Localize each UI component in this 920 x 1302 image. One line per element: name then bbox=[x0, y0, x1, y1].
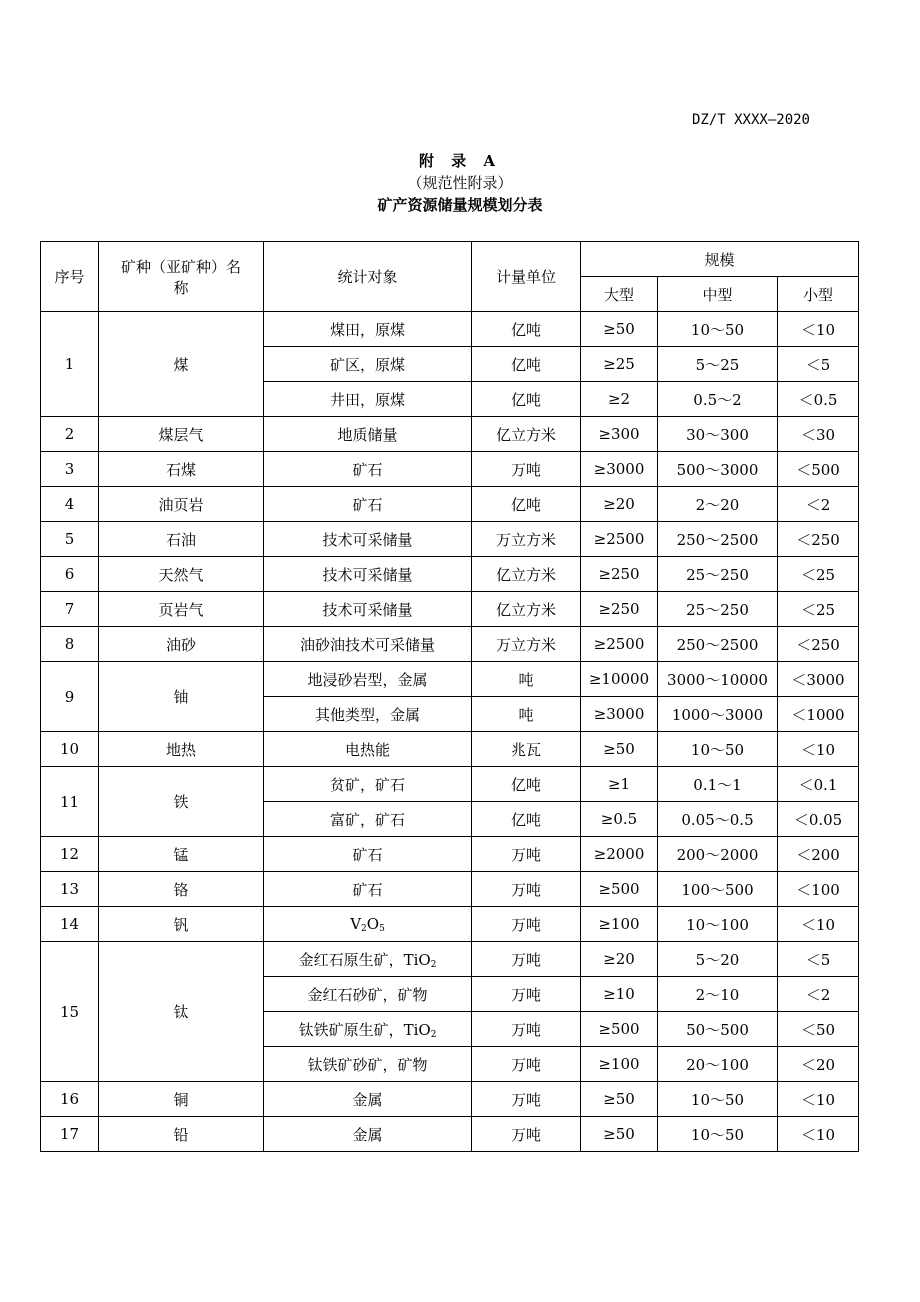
cell-small: ＜250 bbox=[778, 627, 859, 662]
cell-large: ≥10000 bbox=[581, 662, 658, 697]
table-row bbox=[41, 662, 859, 697]
cell-medium: 10～100 bbox=[658, 907, 778, 942]
cell-large: ≥300 bbox=[581, 417, 658, 452]
cell-object-text: 矿石 bbox=[352, 880, 383, 899]
cell-mineral: 天然气 bbox=[99, 557, 264, 592]
cell-small: ＜0.5 bbox=[778, 382, 859, 417]
cell-seq: 6 bbox=[41, 557, 99, 592]
cell-large: ≥25 bbox=[581, 347, 658, 382]
cell-unit: 兆瓦 bbox=[472, 732, 581, 767]
header-small: 小型 bbox=[778, 277, 859, 312]
cell-seq: 11 bbox=[41, 767, 99, 837]
cell-unit: 万吨 bbox=[472, 977, 581, 1012]
cell-medium: 2～20 bbox=[658, 487, 778, 522]
cell-large: ≥2 bbox=[581, 382, 658, 417]
cell-small: ＜500 bbox=[778, 452, 859, 487]
cell-object bbox=[264, 452, 472, 487]
cell-unit: 吨 bbox=[472, 697, 581, 732]
cell-unit: 吨 bbox=[472, 662, 581, 697]
reserve-scale-table bbox=[40, 241, 859, 1152]
cell-small: ＜20 bbox=[778, 1047, 859, 1082]
header-seq: 序号 bbox=[41, 242, 99, 312]
cell-large: ≥250 bbox=[581, 557, 658, 592]
cell-object-text: 其他类型，金属 bbox=[314, 705, 420, 724]
header-large: 大型 bbox=[581, 277, 658, 312]
header-object: 统计对象 bbox=[264, 242, 472, 312]
cell-medium: 0.1～1 bbox=[658, 767, 778, 802]
cell-medium: 10～50 bbox=[658, 732, 778, 767]
cell-unit: 亿吨 bbox=[472, 382, 581, 417]
cell-object-text: 钛铁矿原生矿，TiO bbox=[298, 1020, 431, 1039]
cell-small: ＜30 bbox=[778, 417, 859, 452]
cell-mineral: 页岩气 bbox=[99, 592, 264, 627]
cell-seq: 14 bbox=[41, 907, 99, 942]
cell-object bbox=[264, 942, 472, 977]
cell-seq: 8 bbox=[41, 627, 99, 662]
table-row bbox=[41, 1082, 859, 1117]
cell-object-text: 煤田，原煤 bbox=[329, 320, 405, 339]
table-row bbox=[41, 312, 859, 347]
cell-object bbox=[264, 1047, 472, 1082]
cell-mineral: 煤 bbox=[99, 312, 264, 417]
cell-large: ≥20 bbox=[581, 942, 658, 977]
cell-small: ＜10 bbox=[778, 1117, 859, 1152]
header-medium: 中型 bbox=[658, 277, 778, 312]
table-row bbox=[41, 942, 859, 977]
document-code: DZ/T XXXX—2020 bbox=[691, 112, 810, 128]
cell-unit: 亿立方米 bbox=[472, 592, 581, 627]
cell-object bbox=[264, 382, 472, 417]
table-row bbox=[41, 417, 859, 452]
cell-medium: 10～50 bbox=[658, 1082, 778, 1117]
cell-medium: 200～2000 bbox=[658, 837, 778, 872]
cell-unit: 万吨 bbox=[472, 452, 581, 487]
cell-object bbox=[264, 802, 472, 837]
cell-object bbox=[264, 522, 472, 557]
cell-seq: 3 bbox=[41, 452, 99, 487]
table-row bbox=[41, 522, 859, 557]
cell-unit: 亿立方米 bbox=[472, 557, 581, 592]
cell-medium: 1000～3000 bbox=[658, 697, 778, 732]
cell-large: ≥2500 bbox=[581, 522, 658, 557]
cell-unit: 万吨 bbox=[472, 1012, 581, 1047]
cell-small: ＜2 bbox=[778, 487, 859, 522]
cell-unit: 万吨 bbox=[472, 1047, 581, 1082]
cell-object-text: 技术可采储量 bbox=[322, 530, 413, 549]
cell-object-text: O bbox=[366, 914, 380, 933]
cell-object-text: 矿石 bbox=[352, 495, 383, 514]
appendix-title-block bbox=[0, 150, 920, 216]
cell-medium: 500～3000 bbox=[658, 452, 778, 487]
cell-object bbox=[264, 487, 472, 522]
cell-unit: 万立方米 bbox=[472, 627, 581, 662]
cell-unit: 亿吨 bbox=[472, 487, 581, 522]
cell-object-text: 电热能 bbox=[344, 740, 390, 759]
header-unit: 计量单位 bbox=[472, 242, 581, 312]
cell-medium: 10～50 bbox=[658, 312, 778, 347]
cell-object-subscript: 2 bbox=[430, 959, 437, 970]
table-row bbox=[41, 1117, 859, 1152]
cell-object-text: 钛铁矿砂矿，矿物 bbox=[307, 1055, 428, 1074]
cell-unit: 亿吨 bbox=[472, 767, 581, 802]
cell-mineral: 铅 bbox=[99, 1117, 264, 1152]
cell-mineral: 油页岩 bbox=[99, 487, 264, 522]
cell-seq: 13 bbox=[41, 872, 99, 907]
cell-seq: 10 bbox=[41, 732, 99, 767]
cell-mineral: 铁 bbox=[99, 767, 264, 837]
cell-seq: 15 bbox=[41, 942, 99, 1082]
cell-object-subscript: 2 bbox=[430, 1029, 437, 1040]
cell-object-subscript: 5 bbox=[379, 923, 385, 934]
cell-object-text: 地质储量 bbox=[337, 425, 398, 444]
cell-medium: 20～100 bbox=[658, 1047, 778, 1082]
cell-object-text: V bbox=[350, 914, 362, 933]
cell-small: ＜5 bbox=[778, 942, 859, 977]
cell-small: ＜0.05 bbox=[778, 802, 859, 837]
cell-medium: 5～25 bbox=[658, 347, 778, 382]
cell-unit: 万吨 bbox=[472, 942, 581, 977]
cell-medium: 2～10 bbox=[658, 977, 778, 1012]
cell-unit: 亿吨 bbox=[472, 312, 581, 347]
cell-object bbox=[264, 907, 472, 942]
cell-object bbox=[264, 417, 472, 452]
cell-small: ＜3000 bbox=[778, 662, 859, 697]
cell-small: ＜250 bbox=[778, 522, 859, 557]
cell-seq: 16 bbox=[41, 1082, 99, 1117]
cell-large: ≥100 bbox=[581, 907, 658, 942]
cell-medium: 30～300 bbox=[658, 417, 778, 452]
cell-object-text: 金属 bbox=[352, 1125, 383, 1144]
cell-object bbox=[264, 872, 472, 907]
cell-small: ＜10 bbox=[778, 907, 859, 942]
cell-small: ＜2 bbox=[778, 977, 859, 1012]
cell-unit: 万吨 bbox=[472, 837, 581, 872]
cell-mineral: 铬 bbox=[99, 872, 264, 907]
header-scale: 规模 bbox=[581, 242, 859, 277]
cell-mineral: 石油 bbox=[99, 522, 264, 557]
cell-medium: 3000～10000 bbox=[658, 662, 778, 697]
cell-object-text: 金红石砂矿，矿物 bbox=[307, 985, 428, 1004]
cell-small: ＜200 bbox=[778, 837, 859, 872]
cell-object-text: 技术可采储量 bbox=[322, 600, 413, 619]
cell-mineral: 铀 bbox=[99, 662, 264, 732]
cell-object-text: 金属 bbox=[352, 1090, 383, 1109]
cell-medium: 250～2500 bbox=[658, 522, 778, 557]
table-title: 矿产资源储量规模划分表 bbox=[377, 196, 543, 214]
cell-medium: 25～250 bbox=[658, 592, 778, 627]
cell-medium: 25～250 bbox=[658, 557, 778, 592]
cell-object bbox=[264, 1012, 472, 1047]
table-row bbox=[41, 627, 859, 662]
cell-medium: 250～2500 bbox=[658, 627, 778, 662]
cell-large: ≥3000 bbox=[581, 452, 658, 487]
cell-object bbox=[264, 662, 472, 697]
cell-object bbox=[264, 1082, 472, 1117]
table-row bbox=[41, 557, 859, 592]
cell-large: ≥3000 bbox=[581, 697, 658, 732]
table-row bbox=[41, 592, 859, 627]
cell-object bbox=[264, 732, 472, 767]
cell-small: ＜25 bbox=[778, 592, 859, 627]
cell-large: ≥250 bbox=[581, 592, 658, 627]
appendix-title: 附 录 A bbox=[418, 152, 502, 170]
cell-small: ＜50 bbox=[778, 1012, 859, 1047]
table-row bbox=[41, 732, 859, 767]
cell-object bbox=[264, 592, 472, 627]
cell-object bbox=[264, 977, 472, 1012]
cell-object-text: 矿区，原煤 bbox=[329, 355, 405, 374]
cell-small: ＜0.1 bbox=[778, 767, 859, 802]
cell-object-text: 地浸砂岩型，金属 bbox=[307, 670, 428, 689]
table-row bbox=[41, 767, 859, 802]
cell-unit: 亿吨 bbox=[472, 802, 581, 837]
cell-mineral: 煤层气 bbox=[99, 417, 264, 452]
cell-large: ≥50 bbox=[581, 312, 658, 347]
cell-medium: 50～500 bbox=[658, 1012, 778, 1047]
cell-unit: 万立方米 bbox=[472, 522, 581, 557]
cell-unit: 万吨 bbox=[472, 1082, 581, 1117]
cell-unit: 亿吨 bbox=[472, 347, 581, 382]
cell-large: ≥0.5 bbox=[581, 802, 658, 837]
cell-seq: 1 bbox=[41, 312, 99, 417]
cell-large: ≥50 bbox=[581, 1117, 658, 1152]
appendix-type: （规范性附录） bbox=[407, 174, 513, 192]
cell-medium: 0.5～2 bbox=[658, 382, 778, 417]
cell-unit: 万吨 bbox=[472, 1117, 581, 1152]
cell-large: ≥100 bbox=[581, 1047, 658, 1082]
cell-unit: 万吨 bbox=[472, 872, 581, 907]
cell-object bbox=[264, 767, 472, 802]
cell-mineral: 铜 bbox=[99, 1082, 264, 1117]
cell-large: ≥500 bbox=[581, 1012, 658, 1047]
cell-object-text: 矿石 bbox=[352, 845, 383, 864]
cell-large: ≥1 bbox=[581, 767, 658, 802]
cell-seq: 9 bbox=[41, 662, 99, 732]
cell-seq: 5 bbox=[41, 522, 99, 557]
cell-large: ≥50 bbox=[581, 1082, 658, 1117]
cell-large: ≥10 bbox=[581, 977, 658, 1012]
cell-object bbox=[264, 837, 472, 872]
table-row bbox=[41, 872, 859, 907]
cell-seq: 7 bbox=[41, 592, 99, 627]
cell-unit: 亿立方米 bbox=[472, 417, 581, 452]
cell-small: ＜100 bbox=[778, 872, 859, 907]
cell-object-text: 矿石 bbox=[352, 460, 383, 479]
cell-small: ＜10 bbox=[778, 732, 859, 767]
cell-seq: 2 bbox=[41, 417, 99, 452]
table-row bbox=[41, 452, 859, 487]
cell-medium: 10～50 bbox=[658, 1117, 778, 1152]
table-row bbox=[41, 837, 859, 872]
cell-medium: 0.05～0.5 bbox=[658, 802, 778, 837]
cell-small: ＜10 bbox=[778, 312, 859, 347]
cell-small: ＜25 bbox=[778, 557, 859, 592]
cell-object bbox=[264, 312, 472, 347]
cell-object bbox=[264, 557, 472, 592]
table-body bbox=[41, 312, 859, 1152]
cell-mineral: 油砂 bbox=[99, 627, 264, 662]
header-mineral: 矿种（亚矿种）名称 bbox=[99, 242, 264, 312]
cell-mineral: 钒 bbox=[99, 907, 264, 942]
cell-object bbox=[264, 627, 472, 662]
cell-seq: 4 bbox=[41, 487, 99, 522]
cell-large: ≥2500 bbox=[581, 627, 658, 662]
cell-object-text: 井田，原煤 bbox=[329, 390, 405, 409]
cell-medium: 5～20 bbox=[658, 942, 778, 977]
cell-mineral: 锰 bbox=[99, 837, 264, 872]
cell-object-text: 贫矿，矿石 bbox=[329, 775, 405, 794]
cell-object-text: 富矿，矿石 bbox=[329, 810, 405, 829]
cell-mineral: 石煤 bbox=[99, 452, 264, 487]
cell-object-text: 金红石原生矿，TiO bbox=[298, 950, 431, 969]
cell-large: ≥500 bbox=[581, 872, 658, 907]
cell-object-text: 技术可采储量 bbox=[322, 565, 413, 584]
cell-small: ＜5 bbox=[778, 347, 859, 382]
table-row bbox=[41, 907, 859, 942]
cell-mineral: 地热 bbox=[99, 732, 264, 767]
cell-small: ＜10 bbox=[778, 1082, 859, 1117]
cell-object-text: 油砂油技术可采储量 bbox=[299, 635, 435, 654]
cell-object bbox=[264, 347, 472, 382]
cell-seq: 12 bbox=[41, 837, 99, 872]
cell-mineral: 钛 bbox=[99, 942, 264, 1082]
cell-small: ＜1000 bbox=[778, 697, 859, 732]
cell-unit: 万吨 bbox=[472, 907, 581, 942]
cell-object-subscript: 2 bbox=[361, 923, 367, 934]
cell-seq: 17 bbox=[41, 1117, 99, 1152]
cell-object bbox=[264, 697, 472, 732]
cell-object bbox=[264, 1117, 472, 1152]
cell-large: ≥2000 bbox=[581, 837, 658, 872]
cell-large: ≥50 bbox=[581, 732, 658, 767]
cell-large: ≥20 bbox=[581, 487, 658, 522]
cell-medium: 100～500 bbox=[658, 872, 778, 907]
table-row bbox=[41, 487, 859, 522]
